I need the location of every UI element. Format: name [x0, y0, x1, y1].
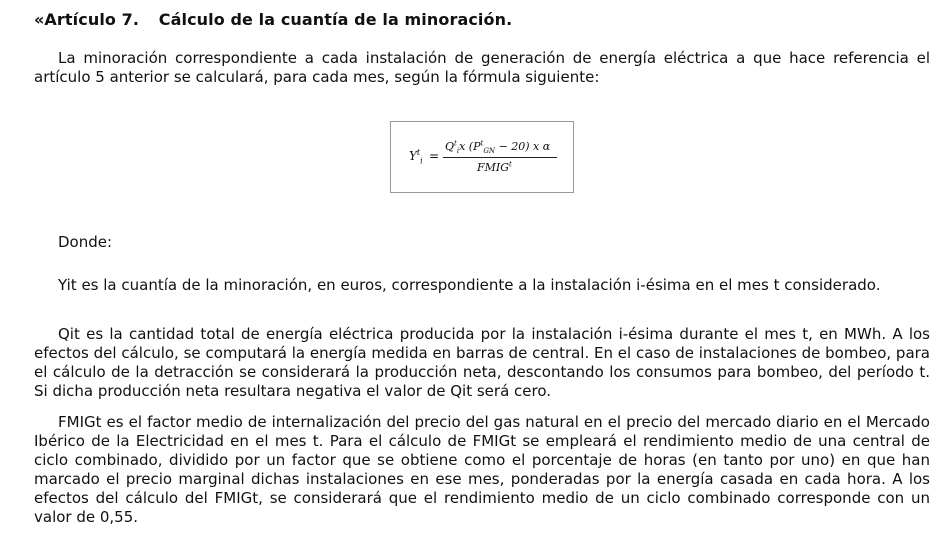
definition-fmigt: FMIGt es el factor medio de internalización del precio del gas natural en el precio del mercado diario en el Mercado Ibérico de la Electricidad en el mes t. Para el cálculo de FMIGt se empleará el rendimiento medio de una central de ciclo combinado, dividido por un factor que se obtiene como el porcentaje de horas (en tanto por uno) en que han marcado el precio marginal dichas instalaciones en ese mes, ponderadas por la energía casada en cada hora. A los efectos del cálculo del FMIGt, se considerará que el rendimiento medio de un ciclo combinado corresponde con un valor de 0,55. — [34, 413, 930, 526]
article-title: Cálculo de la cuantía de la minoración. — [158, 10, 513, 29]
definition-qit: Qit es la cantidad total de energía eléctrica producida por la instalación i-ésima durante el mes t, en MWh. A los efectos del cálculo, se computará la energía medida en barras de central. En el caso de instalaciones de bombeo, para el cálculo de la detracción se considerará la producción neta, descontando los consumos para bombeo, del período t. Si dicha producción neta resultara negativa el valor de Qit será cero. — [34, 325, 930, 400]
fraction-bar — [443, 157, 557, 158]
formula-box — [390, 121, 574, 193]
formula-lhs: $Y^t_i$ — [409, 148, 423, 166]
definition-yit: Yit es la cuantía de la minoración, en euros, correspondiente a la instalación i-ésima en el mes t considerado. — [58, 276, 881, 294]
donde-label: Donde: — [58, 233, 113, 251]
article-heading — [34, 10, 512, 29]
formula-equals: = — [429, 149, 440, 163]
article-number: «Artículo 7. — [34, 10, 140, 29]
formula-numerator: $Q^t_ix$ $(P^t_{GN} - 20)$ x α — [445, 139, 551, 156]
intro-paragraph: La minoración correspondiente a cada instalación de generación de energía eléctrica a que hace referencia el artículo 5 anterior se calculará, para cada mes, según la fórmula siguiente: — [34, 49, 930, 86]
formula-denominator: FMIG$^t$ — [477, 160, 512, 174]
formula — [391, 122, 573, 192]
